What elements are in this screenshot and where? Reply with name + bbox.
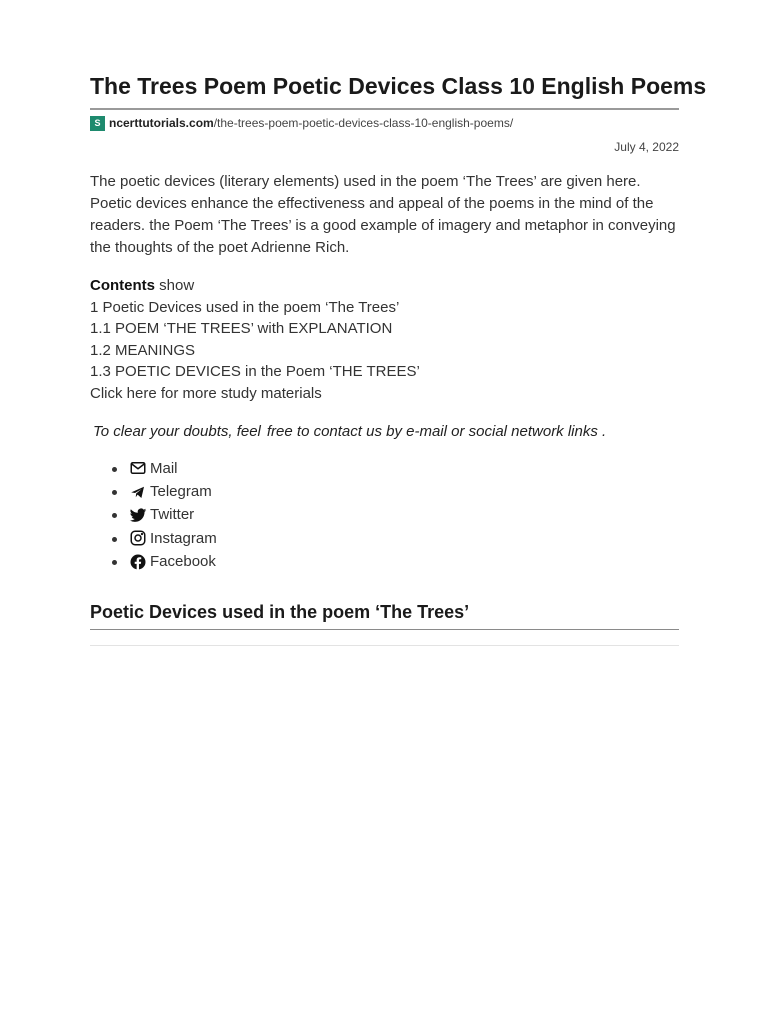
social-label-telegram[interactable]: Telegram [150, 482, 212, 500]
social-link-telegram[interactable] [112, 480, 679, 503]
social-label-facebook[interactable]: Facebook [150, 553, 216, 571]
contact-notice [90, 421, 679, 443]
section-divider [90, 629, 679, 630]
social-link-mail[interactable] [112, 457, 679, 480]
toc-item-poetic-devices-poem[interactable]: 1.3 POETIC DEVICES in the Poem ‘THE TREES’ [90, 363, 420, 381]
toc-item-study-materials[interactable]: Click here for more study materials [90, 384, 322, 402]
toc-item-poetic-devices[interactable]: 1 Poetic Devices used in the poem ‘The Trees’ [90, 298, 400, 316]
facebook-icon[interactable] [129, 553, 147, 571]
instagram-icon[interactable] [129, 529, 147, 547]
social-label-mail[interactable]: Mail [150, 459, 178, 477]
contents-heading: Contents [90, 277, 155, 294]
social-link-facebook[interactable] [112, 550, 679, 573]
site-logo-icon: S [90, 116, 105, 131]
section-divider-light [90, 645, 679, 646]
notice-end: . [602, 422, 607, 440]
source-path[interactable]: /the-trees-poem-poetic-devices-class-10-english-poems/ [213, 116, 514, 130]
publish-date: July 4, 2022 [614, 140, 679, 154]
source-link[interactable] [90, 115, 679, 131]
contents-toggle[interactable]: show [159, 277, 195, 294]
notice-text-part1: To clear your doubts, feel [93, 422, 261, 440]
notice-text-part2: free to contact us by e-mail or social network links [266, 422, 598, 440]
twitter-icon[interactable] [129, 506, 147, 524]
social-link-instagram[interactable] [112, 527, 679, 550]
title-divider [90, 108, 679, 110]
section-heading: Poetic Devices used in the poem ‘The Trees’ [90, 601, 470, 622]
intro-paragraph: The poetic devices (literary elements) used in the poem ‘The Trees’ are given here. Poetic devices enhance the effectiveness and appeal of the poems in the mind of the readers. the Poem ‘The Trees’ is a good example of imagery and metaphor in conveying the thoughts of the poet Adrienne Rich. [90, 173, 676, 256]
mail-icon[interactable] [129, 459, 147, 477]
social-label-instagram[interactable]: Instagram [150, 529, 217, 547]
article [90, 70, 707, 646]
toc-item-meanings[interactable]: 1.2 MEANINGS [90, 341, 196, 359]
social-link-twitter[interactable] [112, 503, 679, 526]
social-links-list [90, 457, 679, 574]
telegram-icon[interactable] [129, 483, 147, 501]
contents-header [90, 275, 679, 297]
toc-item-poem-explanation[interactable]: 1.1 POEM ‘THE TREES’ with EXPLANATION [90, 320, 393, 338]
source-domain[interactable]: ncerttutorials.com [109, 116, 214, 130]
page-title: The Trees Poem Poetic Devices Class 10 English Poems [90, 73, 707, 99]
social-label-twitter[interactable]: Twitter [150, 506, 195, 524]
table-of-contents [90, 275, 679, 405]
